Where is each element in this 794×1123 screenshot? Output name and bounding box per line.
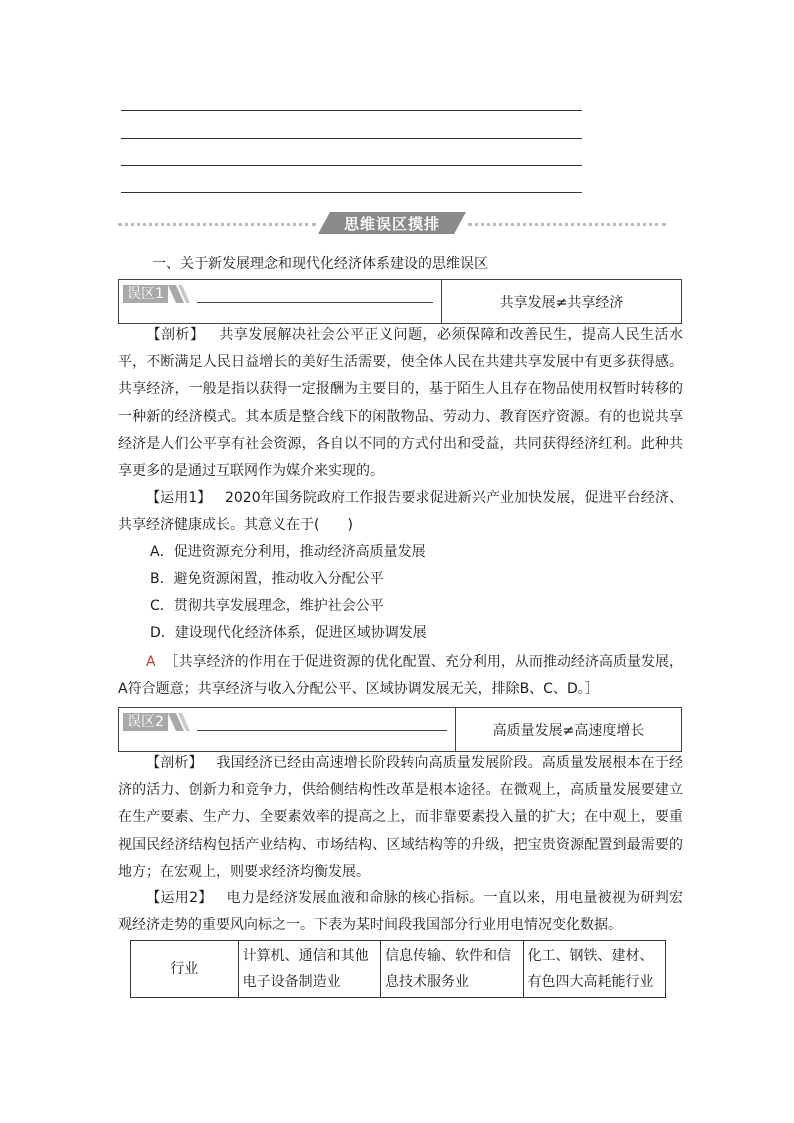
banner-dots-right <box>468 223 666 226</box>
banner-title: 思维误区摸排 <box>343 215 440 233</box>
option-a: A．促进资源充分利用，推动经济高质量发展 <box>150 544 426 560</box>
application-label: 【运用2】 <box>146 890 213 906</box>
answer-line-2 <box>121 138 582 139</box>
tag-underline <box>197 302 433 303</box>
industry-table <box>130 940 666 998</box>
analysis-label: 【剖析】 <box>146 755 203 771</box>
answer-line-4 <box>121 192 582 193</box>
option-c: C．贯彻共享发展理念，维护社会公平 <box>150 598 384 614</box>
answer-explanation-1 <box>118 649 683 703</box>
mistake-statement: 高质量发展≠高速度增长 <box>492 722 645 739</box>
analysis-text: 我国经济已经由高速增长阶段转向高质量发展阶段。高质量发展根本在于经济的活力、创新力和竞争力，供给侧结构性改革是根本途径。在微观上，高质量发展要建立在生产要素、生产力、全要素效率的提高之上，而非靠要素投入量的扩大；在中观上，要重视国民经济结构包括产业结构、市场结构、区域结构等的升级，把宝贵资源配置到最需要的地方；在宏观上，则要求经济均衡发展。 <box>118 755 684 880</box>
tag-arrow-icon <box>168 713 190 731</box>
application-question: 2020年国务院政府工作报告要求促进新兴产业加快发展，促进平台经济、共享经济健康成长。其意义在于( ) <box>118 490 683 534</box>
application-text: 电力是经济发展血液和命脉的核心指标。一直以来，用电量被视为研判宏观经济走势的重要风向标之一。下表为某时间段我国部分行业用电情况变化数据。 <box>118 890 683 934</box>
table-column-3: 化工、钢铁、建材、有色四大高耗能行业 <box>523 941 665 998</box>
analysis-label: 【剖析】 <box>146 327 205 343</box>
tag-underline <box>197 730 447 731</box>
analysis-2 <box>118 750 683 886</box>
mistake-tag-cell <box>119 280 442 323</box>
tag-arrow-icon <box>168 285 190 303</box>
section-heading: 一、关于新发展理念和现代化经济体系建设的思维误区 <box>152 256 488 272</box>
mistake-statement: 共享发展≠共享经济 <box>499 294 624 311</box>
answer-line-1 <box>121 110 582 111</box>
mistake-tag <box>123 713 190 731</box>
option-d: D．建设现代化经济体系，促进区域协调发展 <box>150 625 427 641</box>
analysis-text: 共享发展解决社会公平正义问题，必须保障和改善民生，提高人民生活水平，不断满足人民日益增长的美好生活需要，使全体人民在共建共享发展中有更多获得感。共享经济，一般是指以获得一定报酬为主要目的，基于陌生人且存在物品使用权暂时转移的一种新的经济模式。其本质是整合线下的闲散物品、劳动力、教育医疗资源。有的也说共享经济是人们公平享有社会资源，各自以不同的方式付出和受益，共同获得经济红利。此种共享更多的是通过互联网作为媒介来实现的。 <box>118 327 684 480</box>
banner-dots-left <box>118 223 316 226</box>
mistake-box-2 <box>118 707 682 752</box>
banner-label <box>318 212 466 234</box>
answer-explanation: ［共享经济的作用在于促进资源的优化配置、充分利用，从而推动经济高质量发展，A符合题意；共享经济与收入分配公平、区域协调发展无关，排除B、C、D。］ <box>118 654 684 698</box>
mistake-tag-label: 误区1 <box>123 285 168 303</box>
option-b: B．避免资源闲置，推动收入分配公平 <box>150 571 384 587</box>
mistake-tag <box>123 285 190 303</box>
application-label: 【运用1】 <box>146 490 212 506</box>
analysis-1 <box>118 322 683 485</box>
answer-letter: A <box>146 654 156 670</box>
mistake-tag-cell <box>119 708 456 751</box>
application-2 <box>118 885 683 939</box>
table-row <box>131 941 666 998</box>
application-1 <box>118 485 683 539</box>
table-header-label: 行业 <box>131 941 239 998</box>
mistake-tag-label: 误区2 <box>123 713 168 731</box>
table-column-2: 信息传输、软件和信息技术服务业 <box>381 941 523 998</box>
answer-line-3 <box>121 165 582 166</box>
mistake-box-1 <box>118 279 682 324</box>
section-banner <box>118 212 666 234</box>
table-column-1: 计算机、通信和其他电子设备制造业 <box>238 941 380 998</box>
